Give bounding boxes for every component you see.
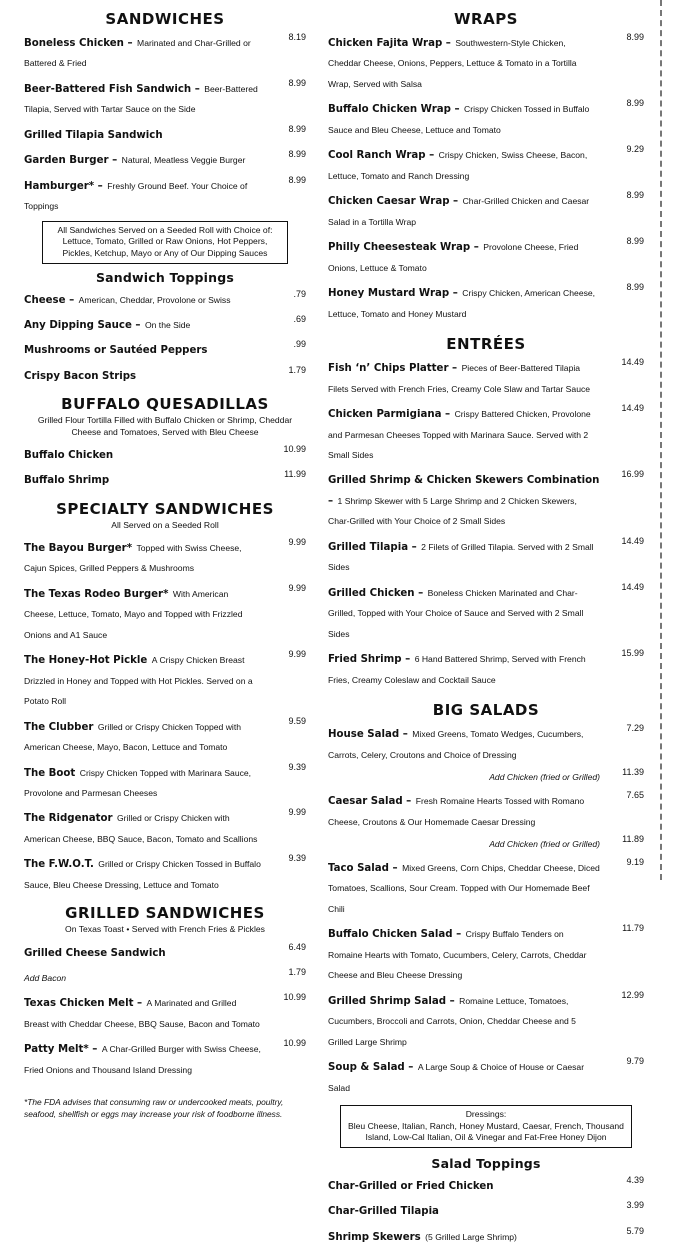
item-description: A Marinated and Grilled Breast with Cheddar Cheese, BBQ Sause, Bacon and Tomato (24, 998, 260, 1029)
menu-item (328, 923, 644, 984)
item-price: 8.99 (626, 98, 644, 109)
menu-item (24, 649, 306, 710)
item-name: Chicken Fajita Wrap (328, 38, 443, 49)
entrees-list (328, 357, 644, 689)
addon-label: Add Chicken (fried or Grilled) (489, 839, 600, 849)
item-price: 3.99 (626, 1200, 644, 1211)
right-column (328, 6, 644, 1251)
item-description: Beer-Battered Tilapia, Served with Tartar Sauce on the Side (24, 83, 258, 115)
item-name: Char-Grilled or Fried Chicken (328, 1180, 494, 1192)
item-name: Beer-Battered Fish Sandwich (24, 83, 192, 95)
item-dash: – (441, 409, 451, 421)
item-price: 11.99 (284, 469, 306, 480)
item-dash: – (402, 796, 412, 808)
item-dash: – (65, 294, 75, 306)
item-description: Fresh Romaine Hearts Tossed with Romano Cheese, Croutons & Our Homemade Caesar Dressing (328, 796, 585, 827)
section-title-salads: BIG SALADS (432, 701, 540, 720)
menu-item (24, 149, 306, 169)
item-price: 15.99 (621, 648, 644, 659)
menu-item (24, 583, 306, 644)
item-name: Chicken Caesar Wrap (328, 196, 450, 208)
menu-item (328, 648, 644, 689)
item-description: On the Side (144, 320, 191, 330)
menu-item (328, 1175, 644, 1195)
item-dash: – (446, 995, 455, 1007)
item-name: Soup & Salad (328, 1062, 405, 1074)
item-description: A Crispy Chicken Breast Drizzled in Honey and Topped with Hot Pickles. Served on a Potato Roll (24, 655, 253, 707)
item-description: Crispy Chicken, American Cheese, Lettuce, Tomato and Honey Mustard (328, 288, 596, 319)
menu-item (328, 1226, 644, 1246)
item-note: Add Bacon (24, 973, 67, 983)
item-dash: – (449, 196, 459, 208)
item-description: Natural, Meatless Veggie Burger (121, 155, 246, 166)
item-description: Grilled or Crispy Chicken Tossed in Buffalo Sauce, Bleu Cheese Dressing, Lettuce and Tomato (24, 859, 261, 890)
quesadillas-list (24, 444, 306, 490)
menu-item (328, 1200, 644, 1220)
item-dash: – (191, 83, 200, 95)
section-title-sandwich-toppings: Sandwich Toppings (95, 269, 235, 285)
item-price: 8.99 (288, 123, 306, 134)
item-price: 8.99 (626, 236, 644, 247)
item-price: 10.99 (283, 992, 306, 1003)
item-description: (5 Grilled Large Shrimp) (425, 1231, 517, 1242)
item-price: 14.49 (621, 403, 644, 414)
item-dash: – (449, 288, 458, 300)
grilled-list (24, 942, 306, 1080)
item-name: Grilled Tilapia (328, 541, 409, 553)
section-title-quesadillas: BUFFALO QUESADILLAS (61, 395, 269, 414)
item-price: .79 (293, 288, 306, 299)
item-name: Buffalo Chicken Wrap (328, 104, 451, 116)
menu-item (328, 790, 644, 831)
menu-item (328, 282, 644, 323)
item-dash: – (452, 929, 462, 941)
item-description: Pieces of Beer-Battered Tilapia Filets Served with French Fries, Creamy Cole Slaw and Tartar Sauce (328, 363, 591, 394)
item-name: Garden Burger (24, 155, 109, 167)
addon-label: Add Chicken (fried or Grilled) (489, 772, 600, 783)
item-name: Boneless Chicken (24, 38, 124, 49)
menu-item (24, 942, 306, 962)
item-description: Crispy Chicken, Swiss Cheese, Bacon, Lettuce, Tomato and Ranch Dressing (328, 150, 588, 181)
menu-item (24, 992, 306, 1033)
item-description: Boneless Chicken Marinated and Char-Grilled, Topped with Your Choice of Sauce and Served with 2 Small Sides (328, 587, 584, 639)
item-description: Crispy Buffalo Tenders on Romaine Hearts with Tomato, Cucumbers, Celery, Carrots, Cheddar Cheese and Bleu Cheese Dressing (328, 929, 587, 981)
item-price: 8.99 (288, 174, 306, 185)
item-description: Mixed Greens, Corn Chips, Cheddar Cheese, Diced Tomatoes, Scallions, Sour Cream. Topped with Our Homemade Beef Chili (328, 863, 600, 914)
item-price: 4.39 (626, 1174, 644, 1185)
item-price: 14.49 (621, 357, 644, 368)
item-price: 14.49 (621, 535, 644, 546)
item-description: Grilled or Crispy Chicken with American Cheese, BBQ Sauce, Bacon, Tomato and Scallions (24, 813, 258, 844)
section-title-specialty: SPECIALTY SANDWICHES (56, 499, 274, 518)
item-price: 10.99 (283, 1038, 306, 1049)
item-price: 9.99 (288, 582, 306, 593)
menu-item (328, 469, 644, 530)
dressings-box (340, 1105, 632, 1148)
item-name: House Salad (328, 729, 400, 741)
item-dash: – (123, 38, 133, 49)
item-dash: – (448, 363, 458, 375)
item-price: 14.49 (621, 581, 644, 592)
menu-item (24, 32, 306, 73)
item-name: Buffalo Shrimp (24, 475, 110, 487)
item-name: The Boot (24, 767, 76, 779)
item-dash: – (131, 320, 141, 331)
item-name: The Ridgenator (24, 813, 113, 825)
left-column (24, 6, 306, 1120)
item-description: With American Cheese, Lettuce, Tomato, Mayo and Topped with Frizzled Onions and A1 Sauce (24, 588, 243, 640)
item-price: 8.99 (626, 282, 644, 293)
fda-footnote: *The FDA advises that consuming raw or undercooked meats, poultry, seafood, shellfish or eggs may increase your risk of foodborne illness. (24, 1097, 284, 1119)
item-dash: – (108, 155, 118, 167)
menu-item (328, 857, 644, 918)
item-description: Provolone Cheese, Fried Onions, Lettuce & Tomato (328, 242, 579, 273)
dressings-title: Dressings: (465, 1109, 507, 1120)
menu-item (328, 536, 644, 577)
item-description: 1 Shrimp Skewer with 5 Large Shrimp and 2 Chicken Skewers, Char-Grilled with Your Choice of 2 Small Sides (328, 495, 577, 527)
item-name: The Honey-Hot Pickle (24, 655, 148, 667)
sandwiches-list (24, 32, 306, 216)
menu-item (328, 357, 644, 398)
menu-item (24, 1038, 306, 1079)
item-price: 10.99 (283, 443, 306, 454)
item-description: Freshly Ground Beef. Your Choice of Toppings (24, 180, 248, 212)
menu-item (24, 314, 306, 334)
item-name: Crispy Bacon Strips (24, 370, 137, 382)
item-name: The F.W.O.T. (24, 859, 94, 871)
wraps-list (328, 32, 644, 323)
item-dash: – (414, 587, 424, 599)
specialty-subtitle: All Served on a Seeded Roll (111, 519, 219, 530)
item-price: 9.39 (288, 853, 306, 864)
item-dash: – (88, 1044, 98, 1056)
item-name: Philly Cheesesteak Wrap (328, 242, 471, 254)
item-price: 9.39 (288, 761, 306, 772)
item-price: 9.99 (288, 649, 306, 660)
item-name: Fried Shrimp (328, 654, 402, 666)
item-dash: – (399, 729, 408, 741)
salads-list (328, 723, 644, 1097)
item-name: Taco Salad (328, 863, 389, 874)
addon-row (328, 767, 644, 785)
item-name: Shrimp Skewers (328, 1231, 421, 1243)
item-name: The Clubber (24, 721, 94, 733)
menu-item (24, 444, 306, 464)
item-name: Chicken Parmigiana (328, 409, 442, 421)
item-price: 9.59 (288, 715, 306, 726)
menu-item (328, 582, 644, 643)
item-price: .99 (293, 339, 306, 350)
item-name: The Bayou Burger* (24, 542, 133, 554)
menu-item (24, 537, 306, 578)
item-description: A Large Soup & Choice of House or Caesar Salad (328, 1062, 585, 1093)
item-dash: – (388, 863, 398, 874)
item-dash: – (425, 150, 435, 162)
item-dash: – (94, 180, 103, 192)
item-price: 8.99 (288, 77, 306, 88)
menu-item (328, 723, 644, 764)
item-description: Mixed Greens, Tomato Wedges, Cucumbers, Carrots, Celery, Croutons and Choice of Dressing (328, 729, 584, 760)
menu-item (24, 339, 306, 359)
section-title-grilled: GRILLED SANDWICHES (65, 904, 265, 923)
item-price: 9.99 (288, 807, 306, 818)
addon-row (328, 834, 644, 852)
item-dash: – (328, 495, 334, 507)
item-name: Char-Grilled Tilapia (328, 1206, 439, 1218)
item-dash: – (450, 104, 460, 116)
section-title-wraps: WRAPS (453, 10, 518, 28)
item-description: American, Cheddar, Provolone or Swiss (78, 294, 231, 305)
item-name: Caesar Salad (328, 796, 403, 808)
menu-item (328, 403, 644, 464)
item-description: Marinated and Char-Grilled or Battered & Fried (24, 38, 251, 69)
item-dash: – (133, 998, 143, 1010)
item-price: 9.19 (626, 857, 644, 867)
menu-item (24, 762, 306, 803)
menu-item (24, 807, 306, 848)
item-price: 6.49 (288, 941, 306, 952)
menu-item (328, 1056, 644, 1097)
item-name: Texas Chicken Melt (24, 998, 134, 1010)
item-price: 12.99 (621, 989, 644, 1000)
addon-price: 11.89 (622, 834, 644, 844)
item-price: 5.79 (626, 1225, 644, 1236)
item-price: 9.79 (626, 1056, 644, 1067)
item-name: Grilled Tilapia Sandwich (24, 129, 163, 141)
item-dash: – (404, 1062, 414, 1074)
menu-item (328, 190, 644, 231)
item-name: Grilled Shrimp & Chicken Skewers Combination (328, 475, 600, 487)
item-name: Buffalo Chicken Salad (328, 929, 453, 941)
item-price: 7.29 (626, 723, 644, 734)
item-name: Cheese (24, 294, 66, 306)
item-price: 9.99 (288, 536, 306, 547)
item-price: .69 (293, 314, 306, 324)
item-name: Cool Ranch Wrap (328, 150, 426, 162)
sandwich-toppings-list (24, 289, 306, 386)
item-name: Any Dipping Sauce (24, 320, 132, 331)
quesadillas-subtitle: Grilled Flour Tortilla Filled with Buffalo Chicken or Shrimp, Cheddar Cheese and Tomatoes, Served with Bleu Cheese (37, 415, 293, 437)
item-price: 1.79 (288, 364, 306, 375)
addon-price: 11.39 (622, 767, 644, 778)
item-price: 7.65 (626, 790, 644, 801)
item-price: 8.19 (288, 32, 306, 42)
sandwiches-info-box: All Sandwiches Served on a Seeded Roll with Choice of: Lettuce, Tomato, Grilled or Raw Onions, Hot Peppers, Pickles, Ketchup, Mayo or Any of Our Dipping Sauces (42, 221, 288, 264)
item-name: Grilled Cheese Sandwich (24, 947, 166, 959)
menu-item (24, 853, 306, 894)
menu-item (24, 469, 306, 489)
item-description: 6 Hand Battered Shrimp, Served with French Fries, Creamy Coleslaw and Cocktail Sauce (328, 654, 586, 685)
section-title-salad-toppings: Salad Toppings (431, 1155, 541, 1171)
menu-item (24, 289, 306, 309)
item-name: Mushrooms or Sautéed Peppers (24, 345, 208, 357)
item-description: Topped with Swiss Cheese, Cajun Spices, Grilled Peppers & Mushrooms (24, 542, 242, 574)
menu-item (24, 78, 306, 119)
item-dash: – (408, 541, 417, 553)
item-name: Grilled Shrimp Salad (328, 995, 447, 1007)
item-description: Romaine Lettuce, Tomatoes, Cucumbers, Broccoli and Carrots, Onion, Cheddar Cheese and 5 Grilled Large Shrimp (328, 995, 576, 1047)
item-price: 9.29 (626, 144, 644, 155)
item-description: Grilled or Crispy Chicken Topped with American Cheese, Mayo, Bacon, Lettuce and Tomato (24, 721, 241, 753)
item-price: 8.99 (626, 190, 644, 201)
menu-item (24, 365, 306, 385)
specialty-list (24, 537, 306, 895)
menu-item (328, 144, 644, 185)
menu-item (328, 98, 644, 139)
menu-item (24, 716, 306, 757)
menu-item (24, 967, 306, 987)
menu-item (24, 124, 306, 144)
menu-item (328, 32, 644, 93)
item-description: Crispy Chicken Topped with Marinara Sauce, Provolone and Parmesan Cheeses (24, 767, 252, 799)
item-description: Southwestern-Style Chicken, Cheddar Cheese, Onions, Peppers, Lettuce & Tomato in a Tortilla Wrap, Served with Salsa (328, 38, 577, 89)
item-description: Char-Grilled Chicken and Caesar Salad in a Tortilla Wrap (328, 196, 590, 227)
item-description: Crispy Battered Chicken, Provolone and Parmesan Cheeses Topped with Marinara Sauce. Served with 2 Small Sides (328, 409, 591, 460)
item-name: Buffalo Chicken (24, 449, 114, 461)
item-name: Fish ‘n’ Chips Platter (328, 363, 449, 375)
menu-item (24, 175, 306, 216)
item-price: 8.99 (626, 32, 644, 42)
section-title-sandwiches: SANDWICHES (105, 10, 225, 28)
item-name: Patty Melt* (24, 1044, 89, 1056)
item-description: Crispy Chicken Tossed in Buffalo Sauce and Bleu Cheese, Lettuce and Tomato (328, 104, 590, 135)
item-price: 11.79 (622, 923, 644, 934)
item-name: Grilled Chicken (328, 587, 415, 599)
menu-item (328, 236, 644, 277)
menu-item (328, 990, 644, 1051)
item-name: The Texas Rodeo Burger* (24, 588, 169, 600)
section-title-entrees: ENTRÉES (446, 335, 526, 354)
item-dash: – (401, 654, 411, 666)
item-dash: – (470, 242, 479, 254)
item-price: 8.99 (288, 149, 306, 160)
salad-toppings-list (328, 1175, 644, 1246)
item-price: 16.99 (621, 469, 644, 480)
dressings-list: Bleu Cheese, Italian, Ranch, Honey Mustard, Caesar, French, Thousand Island, Low-Cal Italian, Oil & Vinegar and Fat-Free Honey Dijon (348, 1120, 624, 1143)
item-description: 2 Filets of Grilled Tilapia. Served with 2 Small Sides (328, 541, 594, 573)
item-dash: – (442, 38, 451, 49)
perforated-edge (660, 0, 662, 880)
item-name: Hamburger* (24, 180, 95, 192)
grilled-subtitle: On Texas Toast • Served with French Fries & Pickles (65, 924, 265, 935)
item-name: Honey Mustard Wrap (328, 288, 450, 300)
item-description: A Char-Grilled Burger with Swiss Cheese, Fried Onions and Thousand Island Dressing (24, 1044, 261, 1075)
item-price: 1.79 (288, 967, 306, 977)
